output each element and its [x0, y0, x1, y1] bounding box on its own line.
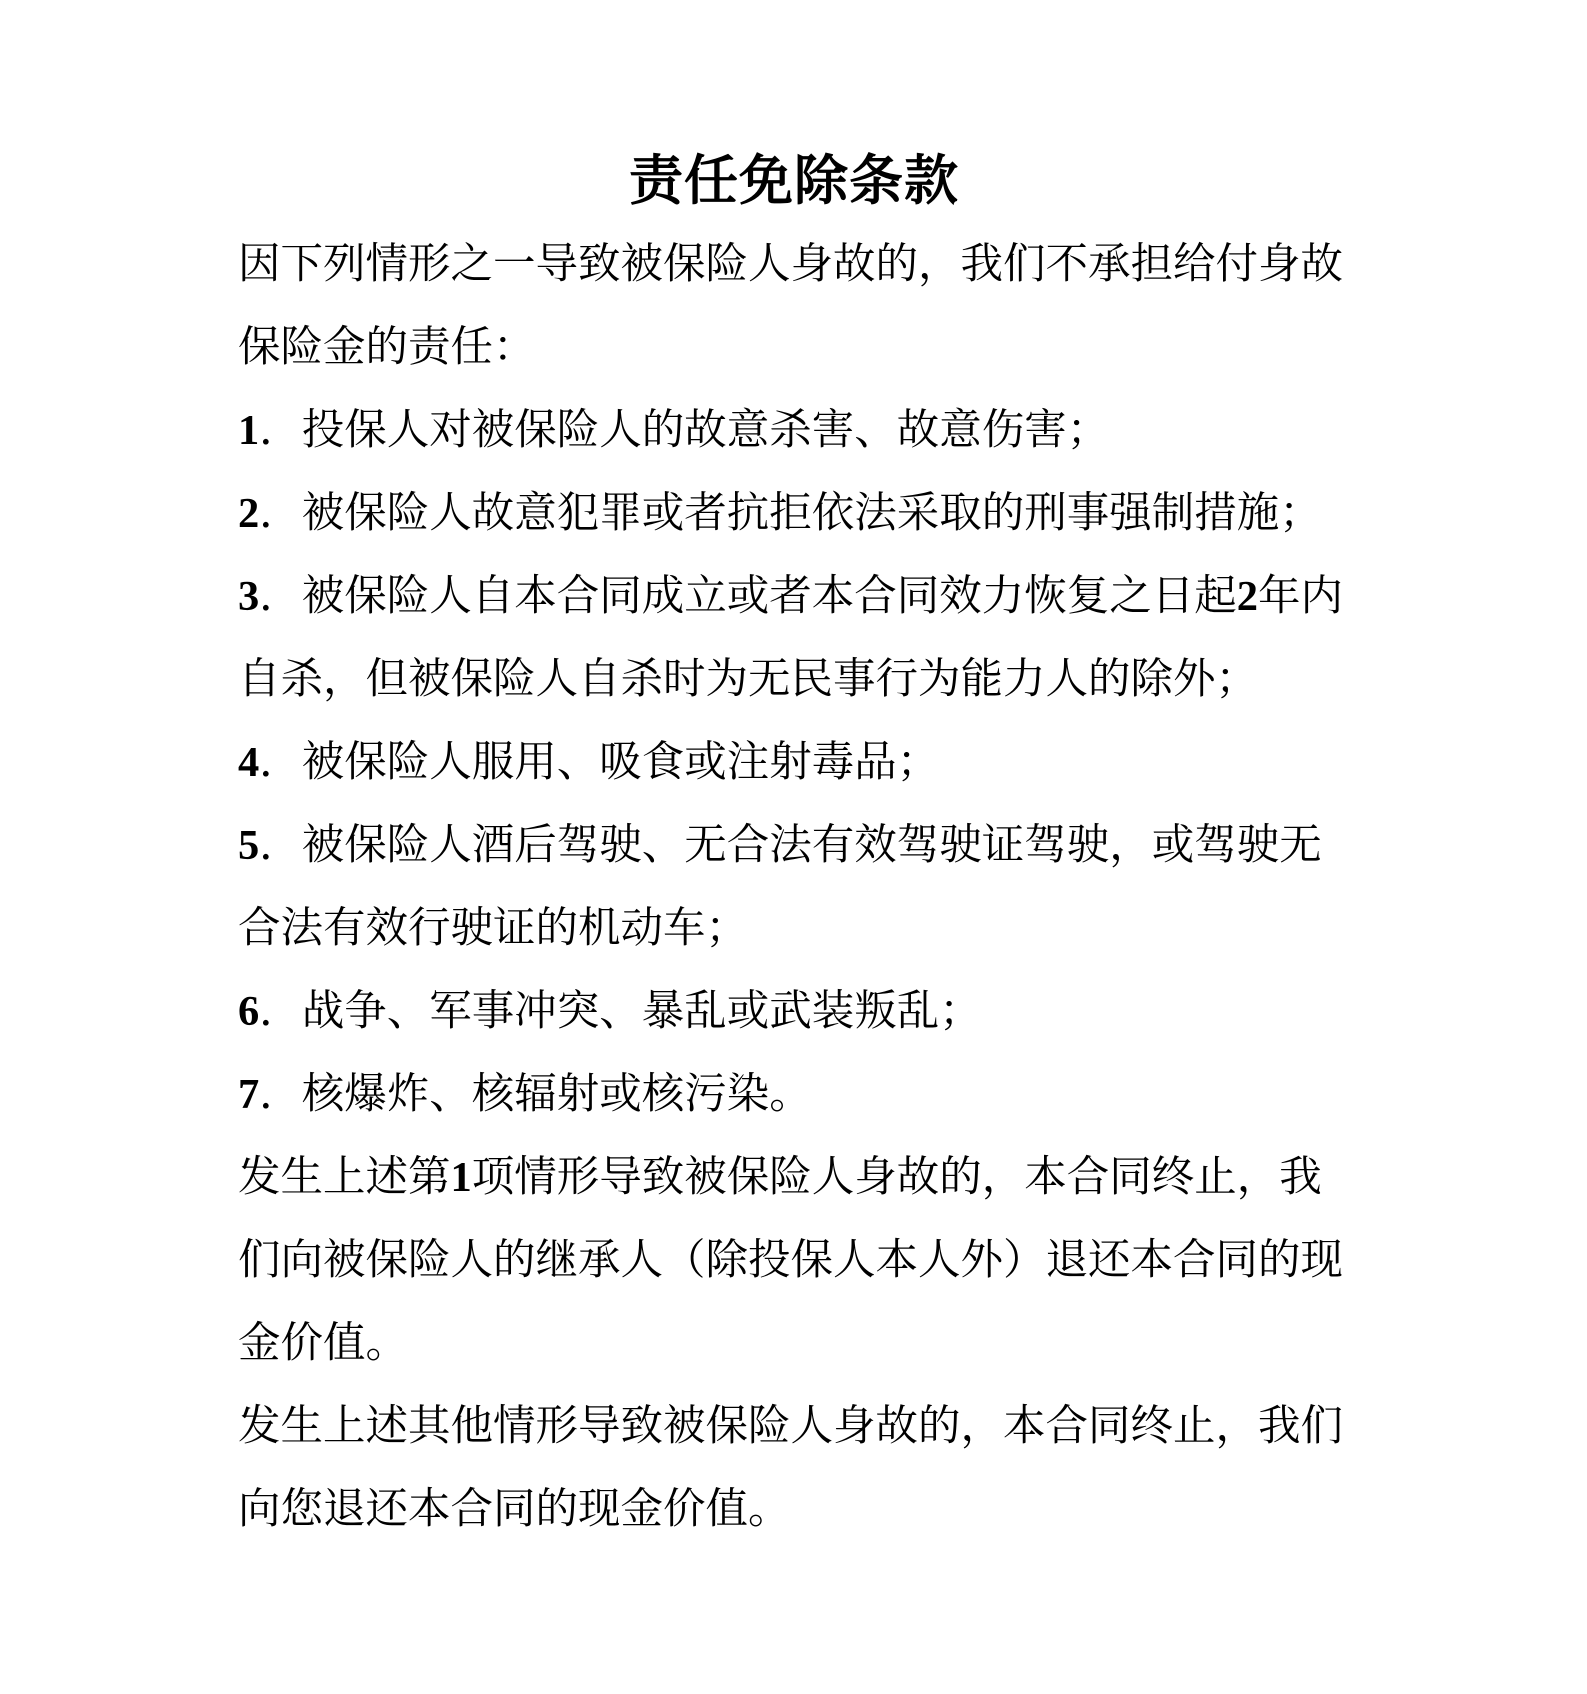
item-number-separator: ． — [259, 573, 302, 620]
document-content — [238, 140, 1350, 1551]
item-number-separator: ． — [259, 739, 302, 786]
item-number-separator: ． — [259, 822, 302, 869]
closing-paragraph-2 — [238, 1385, 1350, 1551]
exclusion-item-3 — [238, 555, 1350, 721]
intro-paragraph — [238, 223, 1350, 389]
item-text: 被保险人故意犯罪或者抗拒依法采取的刑事强制措施； — [301, 490, 1322, 537]
item-number-separator: ． — [259, 490, 302, 537]
item-text: 被保险人服用、吸食或注射毒品； — [301, 739, 940, 786]
intro-text: 因下列情形之一导致被保险人身故的，我们不承担给付身故保险金的责任： — [238, 241, 1344, 371]
item-text: 被保险人酒后驾驶、无合法有效驾驶证驾驶，或驾驶无合法有效行驶证的机动车； — [238, 822, 1322, 952]
item-number: 3 — [238, 573, 260, 620]
closing-text-continued: 项情形导致被保险人身故的，本合同终止，我们向被保险人的继承人（除投保人本人外）退还本合同的现金价值。 — [238, 1154, 1344, 1367]
item-number: 4 — [238, 739, 260, 786]
item-number-separator: ． — [259, 407, 302, 454]
exclusion-item-2 — [238, 472, 1350, 555]
item-number: 5 — [238, 822, 260, 869]
closing-text: 发生上述第 — [238, 1154, 451, 1201]
item-number: 6 — [238, 988, 260, 1035]
item-number: 2 — [238, 490, 260, 537]
exclusion-item-1 — [238, 389, 1350, 472]
item-text: 被保险人自本合同成立或者本合同效力恢复之日起 — [301, 573, 1237, 620]
document-title: 责任免除条款 — [629, 151, 959, 211]
item-inline-number: 2 — [1236, 573, 1259, 620]
item-text: 投保人对被保险人的故意杀害、故意伤害； — [301, 407, 1110, 454]
exclusion-item-6 — [238, 970, 1350, 1053]
item-number: 7 — [238, 1071, 260, 1118]
item-number: 1 — [238, 407, 260, 454]
item-text: 核爆炸、核辐射或核污染。 — [301, 1071, 812, 1118]
exclusion-item-4 — [238, 721, 1350, 804]
closing-paragraph-1 — [238, 1136, 1350, 1385]
item-text-continued: 年内自杀，但被保险人自杀时为无民事行为能力人的除外； — [238, 573, 1344, 703]
item-number-separator: ． — [259, 988, 302, 1035]
item-text: 战争、军事冲突、暴乱或武装叛乱； — [301, 988, 982, 1035]
item-number-separator: ． — [259, 1071, 302, 1118]
exclusion-item-5 — [238, 804, 1350, 970]
closing-inline-number: 1 — [450, 1154, 472, 1201]
exclusion-item-7 — [238, 1053, 1350, 1136]
closing-text: 发生上述其他情形导致被保险人身故的，本合同终止，我们向您退还本合同的现金价值。 — [238, 1403, 1344, 1533]
